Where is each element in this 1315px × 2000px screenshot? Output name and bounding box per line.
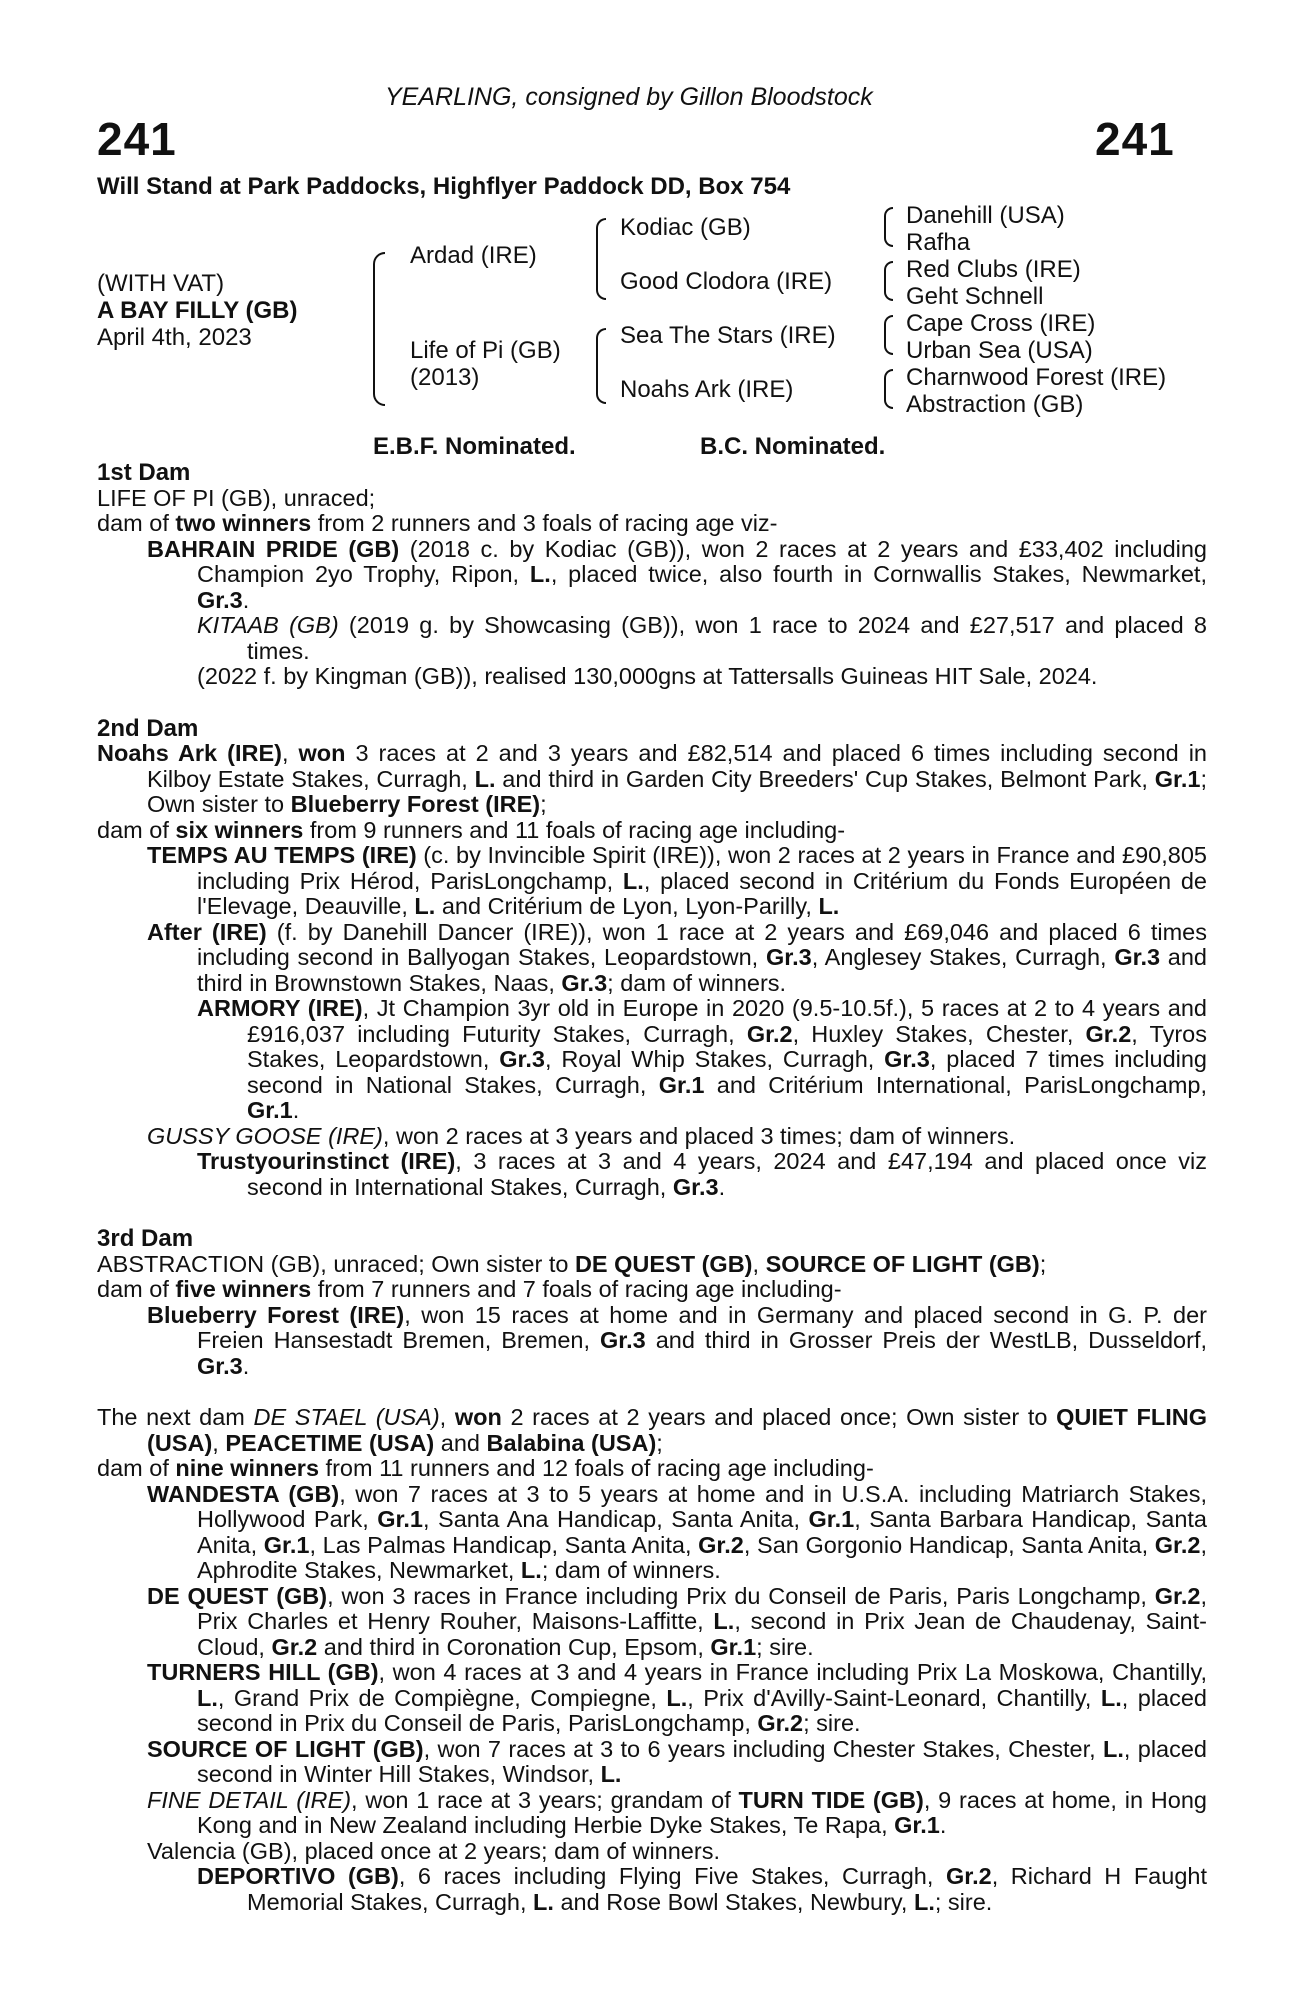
- horse-link: BAHRAIN PRIDE (GB): [147, 535, 400, 562]
- produce-entry: Blueberry Forest (IRE), won 15 races at home and in Germany and placed second in G. P. der Freien Hansestadt Bremen, Bremen, Gr.3 and third in Grosser Preis der WestLB, Dusseldorf, Gr.3.: [147, 1301, 1207, 1379]
- first-dam-line: LIFE OF PI (GB), unraced;: [97, 484, 376, 511]
- pedigree-sds: Red Clubs (IRE): [906, 256, 1081, 283]
- pedigree-brace-main: [373, 252, 385, 406]
- lot-number-left: 241: [97, 113, 177, 165]
- horse-name: A BAY FILLY (GB): [97, 297, 298, 324]
- produce-entry: TURNERS HILL (GB), won 4 races at 3 and 4 years in France including Prix La Moskowa, Chantilly, L., Grand Prix de Compiègne, Compiegne, L., Prix d'Avilly-Saint-Leonard, Chantilly, L., placed second in Prix du Conseil de Paris, ParisLongchamp, Gr.2; sire.: [147, 1659, 1207, 1736]
- vat-note: (WITH VAT): [97, 270, 225, 297]
- pedigree-dss: Cape Cross (IRE): [906, 310, 1096, 337]
- pedigree-sire-sire: Kodiac (GB): [620, 214, 751, 241]
- pedigree-dam-sire: Sea The Stars (IRE): [620, 322, 836, 349]
- pedigree-ddd: Abstraction (GB): [906, 391, 1084, 418]
- next-dam-produce-summary: dam of nine winners from 11 runners and 12 foals of racing age including-: [97, 1455, 874, 1481]
- page-header-title: YEARLING, consigned by Gillon Bloodstock: [385, 83, 873, 111]
- pedigree-dds: Charnwood Forest (IRE): [906, 364, 1167, 391]
- pedigree-sire-dam: Good Clodora (IRE): [620, 268, 833, 295]
- produce-entry: KITAAB (GB) (2019 g. by Showcasing (GB)), won 1 race to 2024 and £27,517 and placed 8 times.: [197, 612, 1207, 664]
- pedigree-body: [97, 460, 1207, 1915]
- stand-location: Will Stand at Park Paddocks, Highflyer Paddock DD, Box 754: [97, 173, 791, 200]
- second-dam-produce-summary: dam of six winners from 9 runners and 11 foals of racing age including-: [97, 816, 846, 843]
- third-dam-produce-summary: dam of five winners from 7 runners and 7 foals of racing age including-: [97, 1276, 842, 1302]
- horse-dob: April 4th, 2023: [97, 324, 252, 351]
- second-dam-title: 2nd Dam: [97, 714, 199, 742]
- produce-entry: TEMPS AU TEMPS (IRE) (c. by Invincible Spirit (IRE)), won 2 races at 2 years in France and £90,805 including Prix Hérod, ParisLongchamp, L., placed second in Critérium du Fonds Européen de l'Elevage, Deauville, L. and Critérium de Lyon, Lyon-Parilly, L.: [147, 842, 1208, 919]
- pedigree-brace-dd: [884, 369, 893, 409]
- pedigree-brace-sire: [596, 218, 606, 300]
- third-dam-line: ABSTRACTION (GB), unraced; Own sister to DE QUEST (GB), SOURCE OF LIGHT (GB);: [97, 1250, 1047, 1277]
- first-dam-title: 1st Dam: [97, 459, 191, 486]
- pedigree-ssd: Rafha: [906, 229, 971, 256]
- pedigree-dam: Life of Pi (GB): [410, 337, 561, 364]
- next-dam-line: The next dam DE STAEL (USA), won 2 races at 2 years and placed once; Own sister to QUIET FLING (USA), PEACETIME (USA) and Balabina (USA);: [97, 1404, 1208, 1456]
- pedigree-brace-dam: [596, 328, 606, 404]
- second-dam-line: Noahs Ark (IRE), won 3 races at 2 and 3 years and £82,514 and placed 6 times including second in Kilboy Estate Stakes, Curragh, L. and third in Garden City Breeders' Cup Stakes, Belmont Park, Gr.1; Own sister to Blueberry Forest (IRE);: [97, 740, 1207, 817]
- produce-entry: GUSSY GOOSE (IRE), won 2 races at 3 years and placed 3 times; dam of winners.: [147, 1122, 1016, 1149]
- lot-number-right: 241: [1095, 113, 1175, 165]
- produce-entry: ARMORY (IRE), Jt Champion 3yr old in Europe in 2020 (9.5-10.5f.), 5 races at 2 to 4 years and £916,037 including Futurity Stakes, Curragh, Gr.2, Huxley Stakes, Chester, Gr.2, Tyros Stakes, Leopardstown, Gr.3, Royal Whip Stakes, Curragh, Gr.3, placed 7 times including second in National Stakes, Curragh, Gr.1 and Critérium International, ParisLongchamp, Gr.1.: [197, 995, 1208, 1123]
- pedigree-sdd: Geht Schnell: [906, 283, 1044, 310]
- pedigree-dam-year: (2013): [410, 364, 480, 391]
- pedigree-brace-ds: [884, 315, 893, 355]
- produce-entry: DE QUEST (GB), won 3 races in France including Prix du Conseil de Paris, Paris Longchamp, Gr.2, Prix Charles et Henry Rouher, Maisons-Laffitte, L., second in Prix Jean de Chaudenay, Saint-Cloud, Gr.2 and third in Coronation Cup, Epsom, Gr.1; sire.: [147, 1582, 1208, 1660]
- pedigree-dsd: Urban Sea (USA): [906, 337, 1093, 364]
- produce-entry: FINE DETAIL (IRE), won 1 race at 3 years; grandam of TURN TIDE (GB), 9 races at home, in Hong Kong and in New Zealand including Herbie Dyke Stakes, Te Rapa, Gr.1.: [147, 1786, 1207, 1838]
- produce-entry: Trustyourinstinct (IRE), 3 races at 3 and 4 years, 2024 and £47,194 and placed once viz second in International Stakes, Curragh, Gr.3.: [197, 1148, 1208, 1200]
- produce-entry: WANDESTA (GB), won 7 races at 3 to 5 years at home and in U.S.A. including Matriarch Stakes, Hollywood Park, Gr.1, Santa Ana Handicap, Santa Anita, Gr.1, Santa Barbara Handicap, Santa Anita, Gr.1, Las Palmas Handicap, Santa Anita, Gr.2, San Gorgonio Handicap, Santa Anita, Gr.2, Aphrodite Stakes, Newmarket, L.; dam of winners.: [147, 1480, 1208, 1583]
- produce-entry: After (IRE) (f. by Danehill Dancer (IRE)), won 1 race at 2 years and £69,046 and placed 6 times including second in Ballyogan Stakes, Leopardstown, Gr.3, Anglesey Stakes, Curragh, Gr.3 and third in Brownstown Stakes, Naas, Gr.3; dam of winners.: [147, 918, 1207, 996]
- produce-entry: SOURCE OF LIGHT (GB), won 7 races at 3 to 6 years including Chester Stakes, Chester, L., placed second in Winter Hill Stakes, Windsor, L.: [147, 1735, 1207, 1787]
- produce-entry: BAHRAIN PRIDE (GB) (2018 c. by Kodiac (GB)), won 2 races at 2 years and £33,402 including Champion 2yo Trophy, Ripon, L., placed twice, also fourth in Cornwallis Stakes, Newmarket, Gr.3.: [147, 535, 1207, 613]
- pedigree-dam-dam: Noahs Ark (IRE): [620, 376, 794, 403]
- produce-entry: DEPORTIVO (GB), 6 races including Flying Five Stakes, Curragh, Gr.2, Richard H Faught Memorial Stakes, Curragh, L. and Rose Bowl Stakes, Newbury, L.; sire.: [197, 1863, 1207, 1915]
- pedigree-brace-sd: [884, 261, 893, 301]
- first-dam-produce-summary: dam of two winners from 2 runners and 3 foals of racing age viz-: [97, 510, 778, 536]
- bc-nomination: B.C. Nominated.: [700, 433, 886, 460]
- produce-entry: (2022 f. by Kingman (GB)), realised 130,000gns at Tattersalls Guineas HIT Sale, 2024.: [197, 663, 1098, 689]
- third-dam-title: 3rd Dam: [97, 1225, 194, 1252]
- produce-entry: Valencia (GB), placed once at 2 years; dam of winners.: [147, 1837, 720, 1864]
- pedigree-sss: Danehill (USA): [906, 202, 1065, 229]
- pedigree-sire: Ardad (IRE): [410, 242, 537, 269]
- ebf-nomination: E.B.F. Nominated.: [373, 433, 576, 460]
- pedigree-brace-ss: [884, 207, 893, 247]
